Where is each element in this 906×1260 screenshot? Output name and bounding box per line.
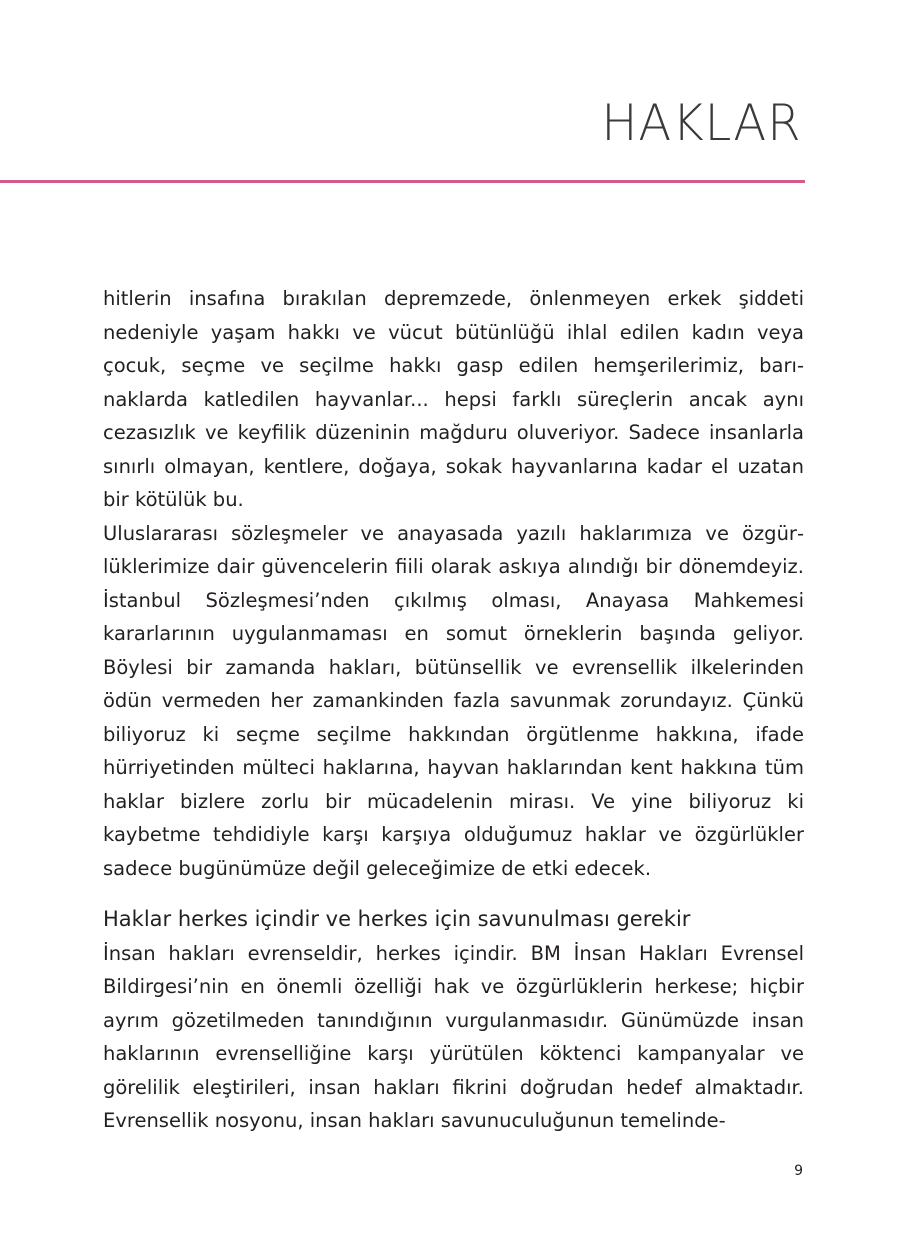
body-paragraph-3: İnsan hakları evrenseldir, herkes içindir. BM İnsan Hakları Evrensel Bildirgesi’nin en önemli özelliği hak ve özgürlüklerin herkese; hiçbir ayrım gözetilmeden tanındığının vurgulanmasıdır. Günümüzde insan haklarının evrenselliğine karşı yürütülen köktenci kampanyalar ve görelilik eleştirileri, insan hakları fikrini doğrudan hedef almaktadır. Evrensellik nosyonu, insan hakları savunuculuğunun temelinde- bbox=[103, 941, 804, 1132]
page-number: 9 bbox=[794, 1163, 803, 1179]
title-divider bbox=[0, 180, 805, 183]
page-title: HAKLAR bbox=[601, 94, 802, 152]
section-heading: Haklar herkes içindir ve herkes için savunulması gerekir bbox=[103, 907, 691, 931]
body-paragraph-2: Uluslararası sözleşmeler ve anayasada yazılı haklarımıza ve özgürlüklerimize dair güvencelerin fiili olarak askıya alındığı bir dönemdeyiz. İstanbul Sözleşmesi’nden çıkılmış olması, Anayasa Mahkemesi kararlarının uygulanmaması en somut örneklerin başında geliyor. Böylesi bir zamanda hakları, bütünsellik ve evrensellik ilkelerinden ödün vermeden her zamankinden fazla savunmak zorundayız. Çünkü biliyoruz ki seçme seçilme hakkından örgütlenme hakkına, ifade hürriyetinden mülteci haklarına, hayvan haklarından kent hakkına tüm haklar bizlere zorlu bir mücadelenin mirası. Ve yine biliyoruz ki kaybetme tehdidiyle karşı karşıya olduğumuz haklar ve özgürlükler sadece bugünümüze değil geleceğimize de etki edecek. bbox=[103, 521, 804, 880]
body-text bbox=[103, 282, 804, 1138]
body-paragraph-1: hitlerin insafına bırakılan depremzede, önlenmeyen erkek şiddeti nedeniyle yaşam hakkı ve vücut bütünlüğü ihlal edilen kadın veya çocuk, seçme ve seçilme hakkı gasp edilen hemşerilerimiz, barınaklarda katledilen hayvanlar... hepsi farklı süreçlerin ancak aynı cezasızlık ve keyfilik düzeninin mağduru oluveriyor. Sadece insanlarla sınırlı olmayan, kentlere, doğaya, sokak hayvanlarına kadar el uzatan bir kötülük bu. bbox=[103, 287, 804, 511]
